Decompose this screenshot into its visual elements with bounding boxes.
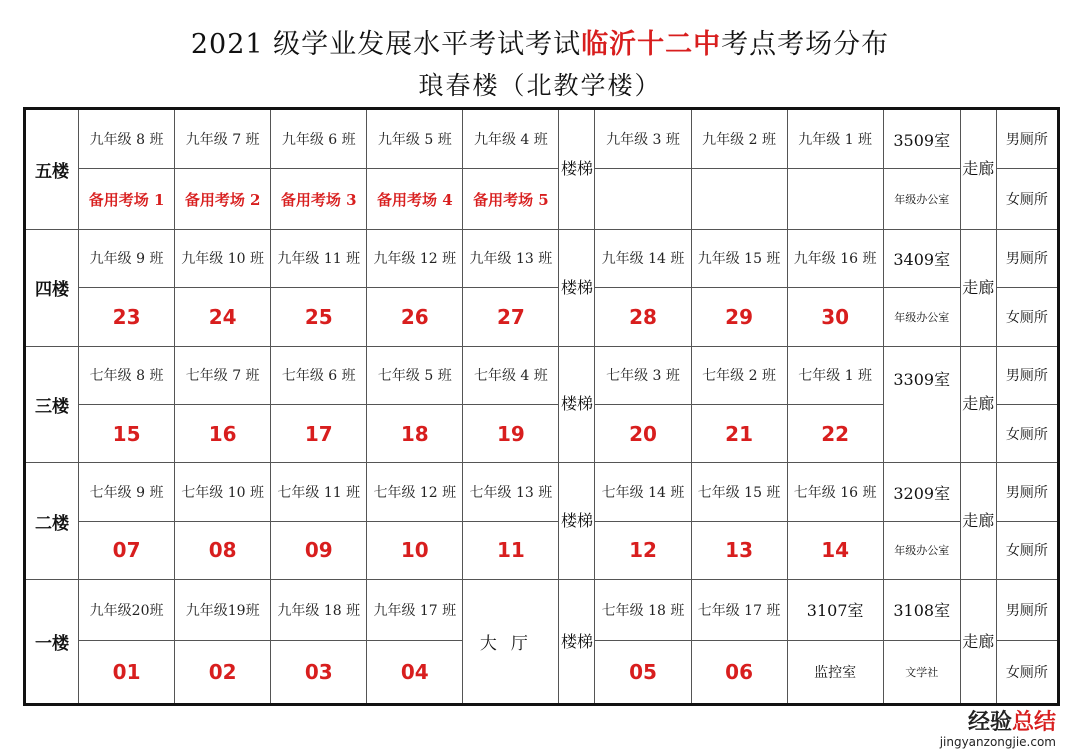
class-cell: 九年级20班: [79, 580, 175, 640]
exam-room-cell: 05: [595, 640, 691, 704]
exam-room-cell: 21: [691, 404, 787, 462]
floor-label: 一楼: [25, 580, 79, 705]
class-cell: 七年级 15 班: [691, 463, 787, 521]
title-school: 临沂十二中: [581, 29, 722, 60]
corridor-cell: 走廊: [960, 580, 996, 705]
corridor-cell: 走廊: [960, 346, 996, 463]
class-cell: 七年级 11 班: [271, 463, 367, 521]
watermark-url: jingyanzongjie.com: [939, 735, 1056, 749]
exam-room-cell: 01: [79, 640, 175, 704]
exam-room-cell: 22: [787, 404, 883, 462]
class-cell: 七年级 3 班: [595, 346, 691, 404]
watermark: [940, 712, 1056, 748]
class-cell: 九年级19班: [175, 580, 271, 640]
exam-room-cell: 24: [175, 288, 271, 346]
table-row: [25, 346, 1059, 404]
room-description: 监控室: [787, 640, 883, 704]
class-cell: 九年级 16 班: [787, 229, 883, 287]
class-cell: 九年级 17 班: [367, 580, 463, 640]
class-cell: 七年级 1 班: [787, 346, 883, 404]
female-toilet: 女厕所: [996, 169, 1058, 229]
exam-room-cell: 29: [691, 288, 787, 346]
page-title: [0, 22, 1080, 61]
class-cell: 九年级 1 班: [787, 109, 883, 169]
table-row: [25, 229, 1059, 287]
watermark-logo: [940, 712, 1056, 734]
class-cell: 七年级 7 班: [175, 346, 271, 404]
room-number: 3107室: [787, 580, 883, 640]
stairs-cell: 楼梯: [559, 109, 595, 230]
class-cell: 九年级 15 班: [691, 229, 787, 287]
room-number: 3309室: [883, 346, 960, 463]
stairs-cell: 楼梯: [559, 580, 595, 705]
room-description: 年级办公室: [883, 521, 960, 579]
exam-room-cell: 09: [271, 521, 367, 579]
watermark-text-red: 总结: [1011, 710, 1056, 735]
floor-label: 五楼: [25, 109, 79, 230]
corridor-cell: 走廊: [960, 229, 996, 346]
exam-room-cell: 14: [787, 521, 883, 579]
exam-room-cell: 备用考场 4: [367, 169, 463, 229]
title-text: 2021 级学业发展水平考试考试: [190, 29, 582, 60]
floor-label: 三楼: [25, 346, 79, 463]
corridor-cell: 走廊: [960, 463, 996, 580]
class-cell: 九年级 5 班: [367, 109, 463, 169]
class-cell: 九年级 2 班: [691, 109, 787, 169]
exam-room-cell: 25: [271, 288, 367, 346]
exam-room-cell: 02: [175, 640, 271, 704]
class-cell: 九年级 6 班: [271, 109, 367, 169]
class-cell: 七年级 6 班: [271, 346, 367, 404]
exam-room-cell: 12: [595, 521, 691, 579]
watermark-text: 经验: [967, 710, 1012, 735]
class-cell: 九年级 14 班: [595, 229, 691, 287]
room-number: 3509室: [883, 109, 960, 169]
class-cell: 七年级 16 班: [787, 463, 883, 521]
table-row: [25, 463, 1059, 521]
room-description: 年级办公室: [883, 288, 960, 346]
exam-room-cell: 备用考场 3: [271, 169, 367, 229]
exam-room-cell: 15: [79, 404, 175, 462]
class-cell: 七年级 13 班: [463, 463, 559, 521]
table-row: [25, 580, 1059, 640]
class-cell: 七年级 4 班: [463, 346, 559, 404]
exam-room-cell: 04: [367, 640, 463, 704]
class-cell: 九年级 9 班: [79, 229, 175, 287]
class-cell: 九年级 10 班: [175, 229, 271, 287]
exam-room-cell: 03: [271, 640, 367, 704]
exam-room-cell: 11: [463, 521, 559, 579]
exam-room-cell: 17: [271, 404, 367, 462]
exam-room-cell: 07: [79, 521, 175, 579]
room-number: 3209室: [883, 463, 960, 521]
exam-room-cell: 23: [79, 288, 175, 346]
stairs-cell: 楼梯: [559, 463, 595, 580]
table-row: [25, 288, 1059, 346]
exam-room-table: [23, 107, 1060, 706]
class-cell: 七年级 14 班: [595, 463, 691, 521]
class-cell: 九年级 12 班: [367, 229, 463, 287]
class-cell: 七年级 2 班: [691, 346, 787, 404]
stairs-cell: 楼梯: [559, 346, 595, 463]
female-toilet: 女厕所: [996, 404, 1058, 462]
class-cell: 九年级 8 班: [79, 109, 175, 169]
female-toilet: 女厕所: [996, 521, 1058, 579]
class-cell: 九年级 18 班: [271, 580, 367, 640]
title-suffix: 考点考场分布: [721, 29, 890, 60]
male-toilet: 男厕所: [996, 580, 1058, 640]
corridor-cell: 走廊: [960, 109, 996, 230]
exam-room-cell: 10: [367, 521, 463, 579]
exam-room-cell: [691, 169, 787, 229]
exam-room-cell: 08: [175, 521, 271, 579]
class-cell: 七年级 17 班: [691, 580, 787, 640]
class-cell: 七年级 5 班: [367, 346, 463, 404]
class-cell: 九年级 11 班: [271, 229, 367, 287]
exam-room-cell: 30: [787, 288, 883, 346]
exam-room-cell: 27: [463, 288, 559, 346]
exam-room-cell: 备用考场 2: [175, 169, 271, 229]
exam-room-cell: 06: [691, 640, 787, 704]
page-subtitle: 琅春楼（北教学楼）: [418, 71, 662, 100]
exam-room-cell: 20: [595, 404, 691, 462]
female-toilet: 女厕所: [996, 640, 1058, 704]
hall-cell: 大厅: [463, 580, 559, 705]
table-row: [25, 521, 1059, 579]
exam-room-cell: 备用考场 5: [463, 169, 559, 229]
exam-room-cell: 13: [691, 521, 787, 579]
exam-room-cell: [787, 169, 883, 229]
exam-room-cell: 28: [595, 288, 691, 346]
male-toilet: 男厕所: [996, 229, 1058, 287]
room-number: 3108室: [883, 580, 960, 640]
female-toilet: 女厕所: [996, 288, 1058, 346]
class-cell: 七年级 10 班: [175, 463, 271, 521]
table-row: [25, 169, 1059, 229]
class-cell: 七年级 12 班: [367, 463, 463, 521]
floor-label: 二楼: [25, 463, 79, 580]
class-cell: 七年级 9 班: [79, 463, 175, 521]
male-toilet: 男厕所: [996, 346, 1058, 404]
class-cell: 七年级 18 班: [595, 580, 691, 640]
table-row: [25, 109, 1059, 169]
exam-room-cell: 16: [175, 404, 271, 462]
room-description: 年级办公室: [883, 169, 960, 229]
class-cell: 九年级 7 班: [175, 109, 271, 169]
class-cell: 九年级 3 班: [595, 109, 691, 169]
room-number: 3409室: [883, 229, 960, 287]
class-cell: 九年级 4 班: [463, 109, 559, 169]
exam-room-cell: 26: [367, 288, 463, 346]
male-toilet: 男厕所: [996, 109, 1058, 169]
exam-room-cell: [595, 169, 691, 229]
male-toilet: 男厕所: [996, 463, 1058, 521]
class-cell: 九年级 13 班: [463, 229, 559, 287]
floor-label: 四楼: [25, 229, 79, 346]
stairs-cell: 楼梯: [559, 229, 595, 346]
class-cell: 七年级 8 班: [79, 346, 175, 404]
exam-room-cell: 18: [367, 404, 463, 462]
room-description: 文学社: [883, 640, 960, 704]
exam-room-cell: 备用考场 1: [79, 169, 175, 229]
exam-room-cell: 19: [463, 404, 559, 462]
